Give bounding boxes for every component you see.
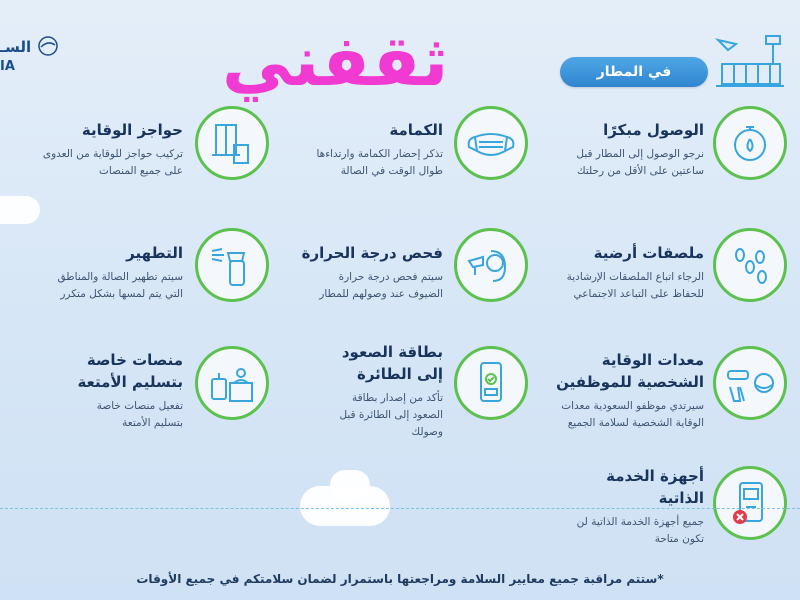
item-desc-sanitization-1: سيتم تطهير الصالة والمناطق: [57, 271, 183, 283]
logo-sub: IA: [0, 59, 15, 74]
logo-text: السـ: [0, 38, 32, 56]
section-label: في المطار: [560, 57, 708, 87]
item-desc-barriers-1: تركيب حواجز للوقاية من العدوى: [42, 148, 183, 160]
item-desc-temperature-1: سيتم فحص درجة حرارة: [338, 271, 443, 283]
item-desc-mask-1: تذكر إحضار الكمامة وارتداءها: [316, 148, 443, 160]
item-desc-floor-stickers-2: للحفاظ على التباعد الاجتماعي: [573, 288, 704, 300]
barrier-icon: [195, 106, 269, 180]
item-desc-ppe-1: سيرتدي موظفو السعودية معدات: [561, 400, 704, 412]
item-title-ppe-line1: معدات الوقاية: [601, 351, 704, 369]
kiosk-icon: [713, 466, 787, 540]
dashed-divider: [0, 508, 800, 509]
item-title-baggage-line2: بتسليم الأمتعة: [77, 373, 183, 391]
item-desc-kiosk-1: جميع أجهزة الخدمة الذاتية لن: [576, 516, 704, 528]
item-title-sanitization: التطهير: [126, 244, 183, 262]
item-title-temperature: فحص درجة الحرارة: [301, 244, 443, 262]
thermometer-icon: [454, 228, 528, 302]
item-desc-boarding-1: تأكد من إصدار بطاقة: [352, 392, 443, 404]
item-desc-arrive-early-2: ساعتين على الأقل من رحلتك: [577, 165, 704, 177]
item-title-baggage-line1: منصات خاصة: [86, 351, 183, 369]
spray-icon: [195, 228, 269, 302]
baggage-counter-icon: [195, 346, 269, 420]
item-desc-boarding-2: الصعود إلى الطائرة قبل: [339, 409, 443, 421]
item-desc-floor-stickers-1: الرجاء اتباع الملصقات الإرشادية: [566, 271, 704, 283]
mask-icon: [454, 106, 528, 180]
item-desc-baggage-2: بتسليم الأمتعة: [122, 417, 183, 429]
cloud-bottom-small: [330, 470, 370, 500]
item-desc-temperature-2: الضيوف عند وصولهم للمطار: [319, 288, 443, 300]
item-title-kiosk-line2: الذاتية: [658, 489, 704, 507]
item-desc-boarding-3: وصولك: [411, 426, 443, 438]
item-title-boarding-line1: بطاقة الصعود: [341, 343, 443, 361]
item-desc-baggage-1: تفعيل منصات خاصة: [96, 400, 183, 412]
airport-icon: [714, 30, 786, 90]
item-title-kiosk-line1: أجهزة الخدمة: [606, 467, 704, 485]
item-desc-kiosk-2: تكون متاحة: [654, 533, 704, 545]
item-desc-mask-2: طوال الوقت في الصالة: [340, 165, 443, 177]
item-desc-arrive-early-1: نرجو الوصول إلى المطار قبل: [576, 148, 704, 160]
skyteam-icon: [36, 34, 60, 58]
item-title-arrive-early: الوصول مبكرًا: [603, 121, 704, 139]
item-title-floor-stickers: ملصقات أرضية: [593, 244, 704, 262]
footnote: *ستتم مراقبة جميع معايير السلامة ومراجعتها باستمرار لضمان سلامتكم في جميع الأوقات: [136, 572, 664, 586]
watermark-text: ثقفني: [222, 20, 449, 102]
item-title-ppe-line2: الشخصية للموظفين: [556, 373, 704, 391]
item-desc-sanitization-2: التي يتم لمسها بشكل متكرر: [60, 288, 183, 300]
boarding-pass-phone-icon: [454, 346, 528, 420]
ppe-icon: [713, 346, 787, 420]
airline-logo: [0, 38, 31, 74]
item-desc-ppe-2: الوقاية الشخصية لسلامة الجميع: [567, 417, 704, 429]
item-title-mask: الكمامة: [389, 121, 443, 139]
item-title-boarding-line2: إلى الطائرة: [356, 365, 443, 383]
clock-icon: [713, 106, 787, 180]
item-title-barriers: حواجز الوقاية: [81, 121, 183, 139]
item-desc-barriers-2: على جميع المنصات: [98, 165, 183, 177]
footprints-icon: [713, 228, 787, 302]
cloud-left: [0, 196, 40, 224]
